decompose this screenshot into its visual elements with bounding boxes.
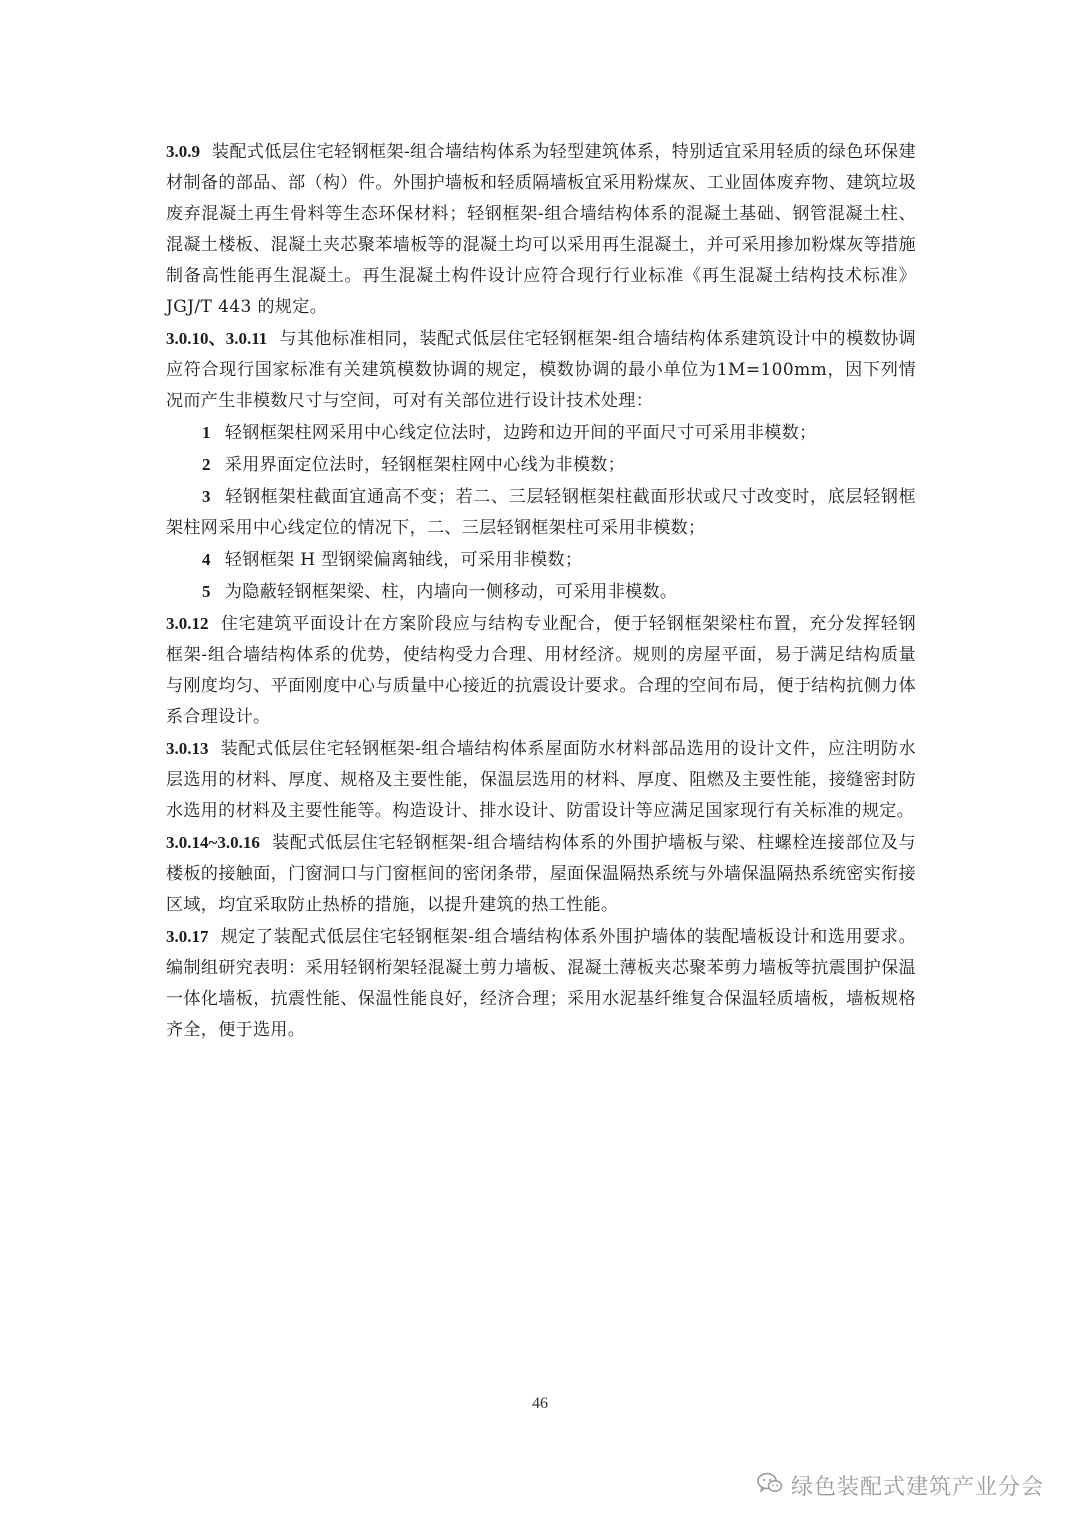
list-item (166, 481, 916, 544)
clause-number: 3.0.12 (166, 614, 209, 633)
clause-text: 装配式低层住宅轻钢框架-组合墙结构体系的外围护墙板与梁、柱螺栓连接部位及与楼板的接触面，门窗洞口与门窗框间的密闭条带，屋面保温隔热系统与外墙保温隔热系统密实衔接区域，均宜采取防止热桥的措施，以提升建筑的热工性能。 (166, 833, 916, 915)
clause-text: 装配式低层住宅轻钢框架-组合墙结构体系屋面防水材料部品选用的设计文件，应注明防水层选用的材料、厚度、规格及主要性能，保温层选用的材料、厚度、阻燃及主要性能，接缝密封防水选用的材料及主要性能等。构造设计、排水设计、防雷设计等应满足国家现行有关标准的规定。 (166, 739, 916, 821)
list-item (166, 449, 916, 481)
clause-number: 3.0.17 (166, 927, 209, 946)
clause-text: 住宅建筑平面设计在方案阶段应与结构专业配合，便于轻钢框架梁柱布置，充分发挥轻钢框架-组合墙结构体系的优势，使结构受力合理、用材经济。规则的房屋平面，易于满足结构质量与刚度均匀、平面刚度中心与质量中心接近的抗震设计要求。合理的空间布局，便于结构抗侧力体系合理设计。 (166, 614, 916, 727)
clause-number: 3.0.9 (166, 142, 200, 161)
list-item (166, 417, 916, 449)
watermark (757, 1470, 1044, 1501)
document-body (166, 136, 916, 1046)
list-item-number: 2 (202, 455, 211, 474)
wechat-icon (757, 1472, 783, 1500)
list-item-number: 3 (202, 487, 211, 506)
clause-number: 3.0.14~3.0.16 (166, 833, 260, 852)
list-item-number: 4 (202, 550, 211, 569)
list-item-text: 采用界面定位法时，轻钢框架柱网中心线为非模数； (224, 455, 626, 475)
clause-number: 3.0.13 (166, 739, 209, 758)
list-item-text: 轻钢框架柱网采用中心线定位法时，边跨和边开间的平面尺寸可采用非模数； (224, 423, 817, 443)
clause-3-0-9 (166, 136, 916, 323)
clause-text: 装配式低层住宅轻钢框架-组合墙结构体系为轻型建筑体系，特别适宜采用轻质的绿色环保建材制备的部品、部（构）件。外围护墙板和轻质隔墙板宜采用粉煤灰、工业固体废弃物、建筑垃圾废弃混凝土再生骨料等生态环保材料；轻钢框架-组合墙结构体系的混凝土基础、钢管混凝土柱、混凝土楼板、混凝土夹芯聚苯墙板等的混凝土均可以采用再生混凝土，并可采用掺加粉煤灰等措施制备高性能再生混凝土。再生混凝土构件设计应符合现行行业标准《再生混凝土结构技术标准》JGJ/T 443 的规定。 (166, 142, 916, 317)
list-item-number: 1 (202, 423, 211, 442)
watermark-text: 绿色装配式建筑产业分会 (790, 1475, 1044, 1500)
list-item-text: 轻钢框架柱截面宜通高不变；若二、三层轻钢框架柱截面形状或尺寸改变时，底层轻钢框架柱网采用中心线定位的情况下，二、三层轻钢框架柱可采用非模数； (166, 487, 916, 538)
page-number: 46 (532, 1395, 548, 1412)
clause-3-0-10-11 (166, 323, 916, 417)
clause-3-0-17 (166, 921, 916, 1046)
list-item-text: 为隐蔽轻钢框架梁、柱，内墙向一侧移动，可采用非模数。 (224, 582, 678, 602)
clause-number: 3.0.10、3.0.11 (166, 329, 268, 348)
list-item (166, 544, 916, 576)
list-item-text: 轻钢框架 H 型钢梁偏离轴线，可采用非模数； (224, 550, 583, 570)
clause-3-0-12 (166, 608, 916, 733)
clause-3-0-14-16 (166, 827, 916, 921)
clause-text: 与其他标准相同，装配式低层住宅轻钢框架-组合墙结构体系建筑设计中的模数协调应符合现行国家标准有关建筑模数协调的规定，模数协调的最小单位为1M=100mm，因下列情况而产生非模数尺寸与空间，可对有关部位进行设计技术处理： (166, 329, 917, 411)
clause-3-0-13 (166, 733, 916, 827)
list-item (166, 576, 916, 608)
list-item-number: 5 (202, 582, 211, 601)
clause-text: 规定了装配式低层住宅轻钢框架-组合墙结构体系外围护墙体的装配墙板设计和选用要求。编制组研究表明：采用轻钢桁架轻混凝土剪力墙板、混凝土薄板夹芯聚苯剪力墙板等抗震围护保温一体化墙板，抗震性能、保温性能良好，经济合理；采用水泥基纤维复合保温轻质墙板，墙板规格齐全，便于选用。 (166, 927, 916, 1040)
